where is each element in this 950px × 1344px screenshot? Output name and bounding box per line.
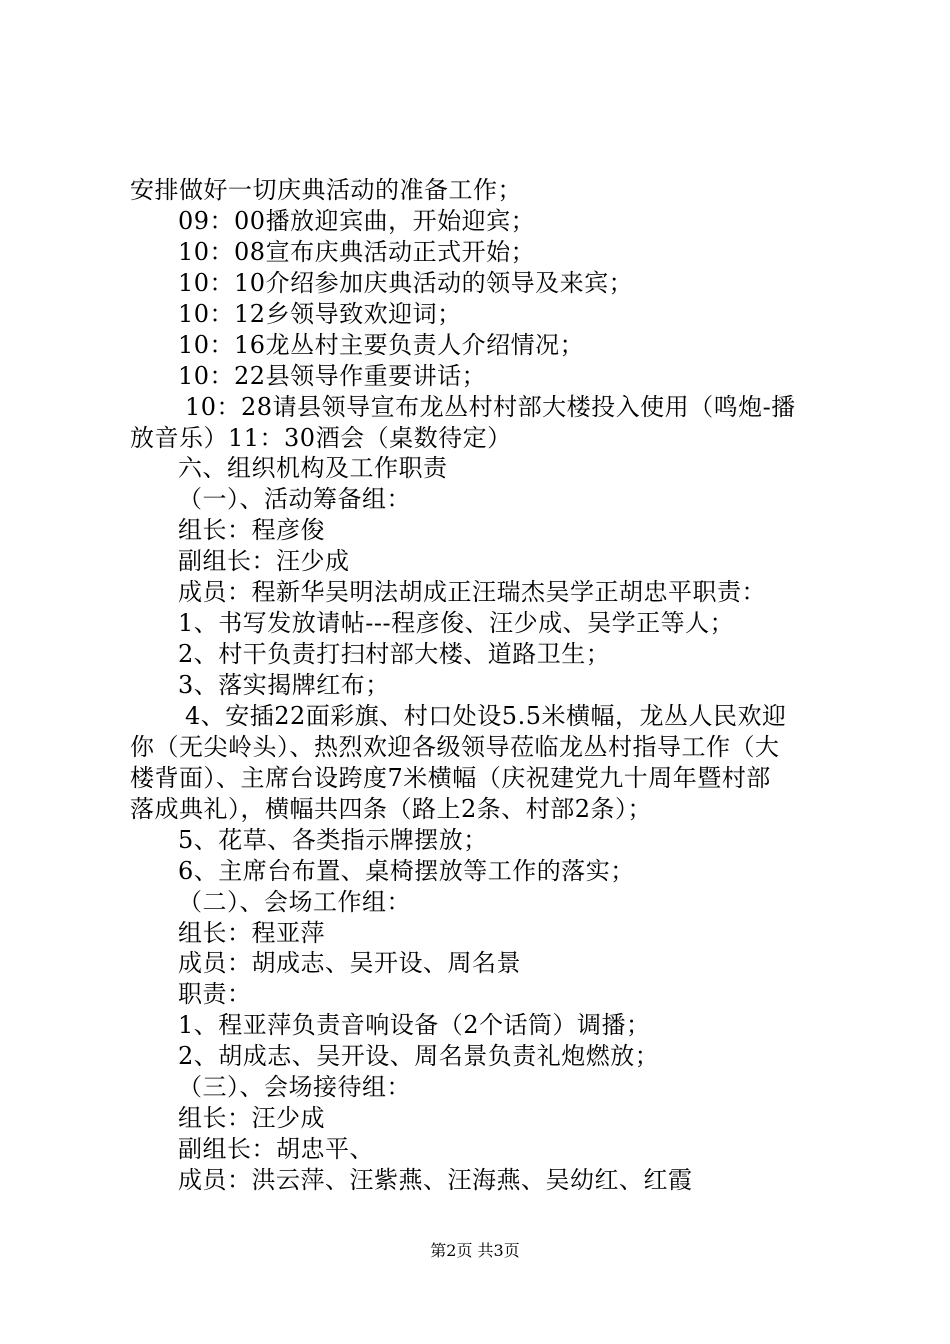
body-line: 成员：洪云萍、汪紫燕、汪海燕、吴幼红、红霞	[178, 1166, 693, 1194]
body-line: 4、安插22面彩旗、村口处设5.5米横幅，龙丛人民欢迎	[185, 702, 787, 730]
body-line: 10：28请县领导宣布龙丛村村部大楼投入使用（鸣炮-播	[185, 393, 796, 421]
body-line: 副组长：汪少成	[178, 547, 350, 575]
subsection-heading: （三）、会场接待组：	[178, 1073, 411, 1101]
body-line: 安排做好一切庆典活动的准备工作；	[130, 176, 522, 204]
body-line: 10：22县领导作重要讲话；	[178, 362, 487, 390]
body-line: 组长：汪少成	[178, 1104, 325, 1132]
body-line: 落成典礼），横幅共四条（路上2条、村部2条）；	[130, 795, 653, 823]
body-line: 2、村干负责打扫村部大楼、道路卫生；	[178, 640, 611, 668]
subsection-heading: （二）、会场工作组：	[178, 888, 411, 916]
body-line: 组长：程亚萍	[178, 919, 325, 947]
body-line: 组长：程彦俊	[178, 516, 325, 544]
body-line: 成员：程新华吴明法胡成正汪瑞杰吴学正胡忠平职责：	[178, 578, 766, 606]
body-line: 成员：胡成志、吴开设、周名景	[178, 949, 521, 977]
body-line: 10：12乡领导致欢迎词；	[178, 300, 462, 328]
body-line: 3、落实揭牌红布；	[178, 671, 390, 699]
page-footer: 第2页 共3页	[430, 1241, 520, 1260]
body-line: 10：08宣布庆典活动正式开始；	[178, 238, 536, 266]
subsection-heading: （一）、活动筹备组：	[178, 485, 411, 513]
body-line: 副组长：胡忠平、	[178, 1135, 374, 1163]
body-line: 放音乐）11：30酒会（桌数待定）	[130, 424, 512, 452]
body-line: 你（无尖岭头）、热烈欢迎各级领导莅临龙丛村指导工作（大	[130, 733, 780, 761]
body-line: 5、花草、各类指示牌摆放；	[178, 826, 488, 854]
body-line: 10：10介绍参加庆典活动的领导及来宾；	[178, 269, 634, 297]
body-line: 1、程亚萍负责音响设备（2个话筒）调播；	[178, 1011, 651, 1039]
body-line: 1、书写发放请帖---程彦俊、汪少成、吴学正等人；	[178, 609, 735, 637]
body-line: 楼背面）、主席台设跨度7米横幅（庆祝建党九十周年暨村部	[130, 764, 771, 792]
body-line: 10：16龙丛村主要负责人介绍情况；	[178, 331, 585, 359]
body-line: 09：00播放迎宾曲，开始迎宾；	[178, 207, 536, 235]
body-line: 2、胡成志、吴开设、周名景负责礼炮燃放；	[178, 1042, 660, 1070]
section-heading: 六、组织机构及工作职责	[178, 454, 448, 482]
body-line: 6、主席台布置、桌椅摆放等工作的落实；	[178, 857, 635, 885]
body-line: 职责：	[178, 980, 252, 1008]
